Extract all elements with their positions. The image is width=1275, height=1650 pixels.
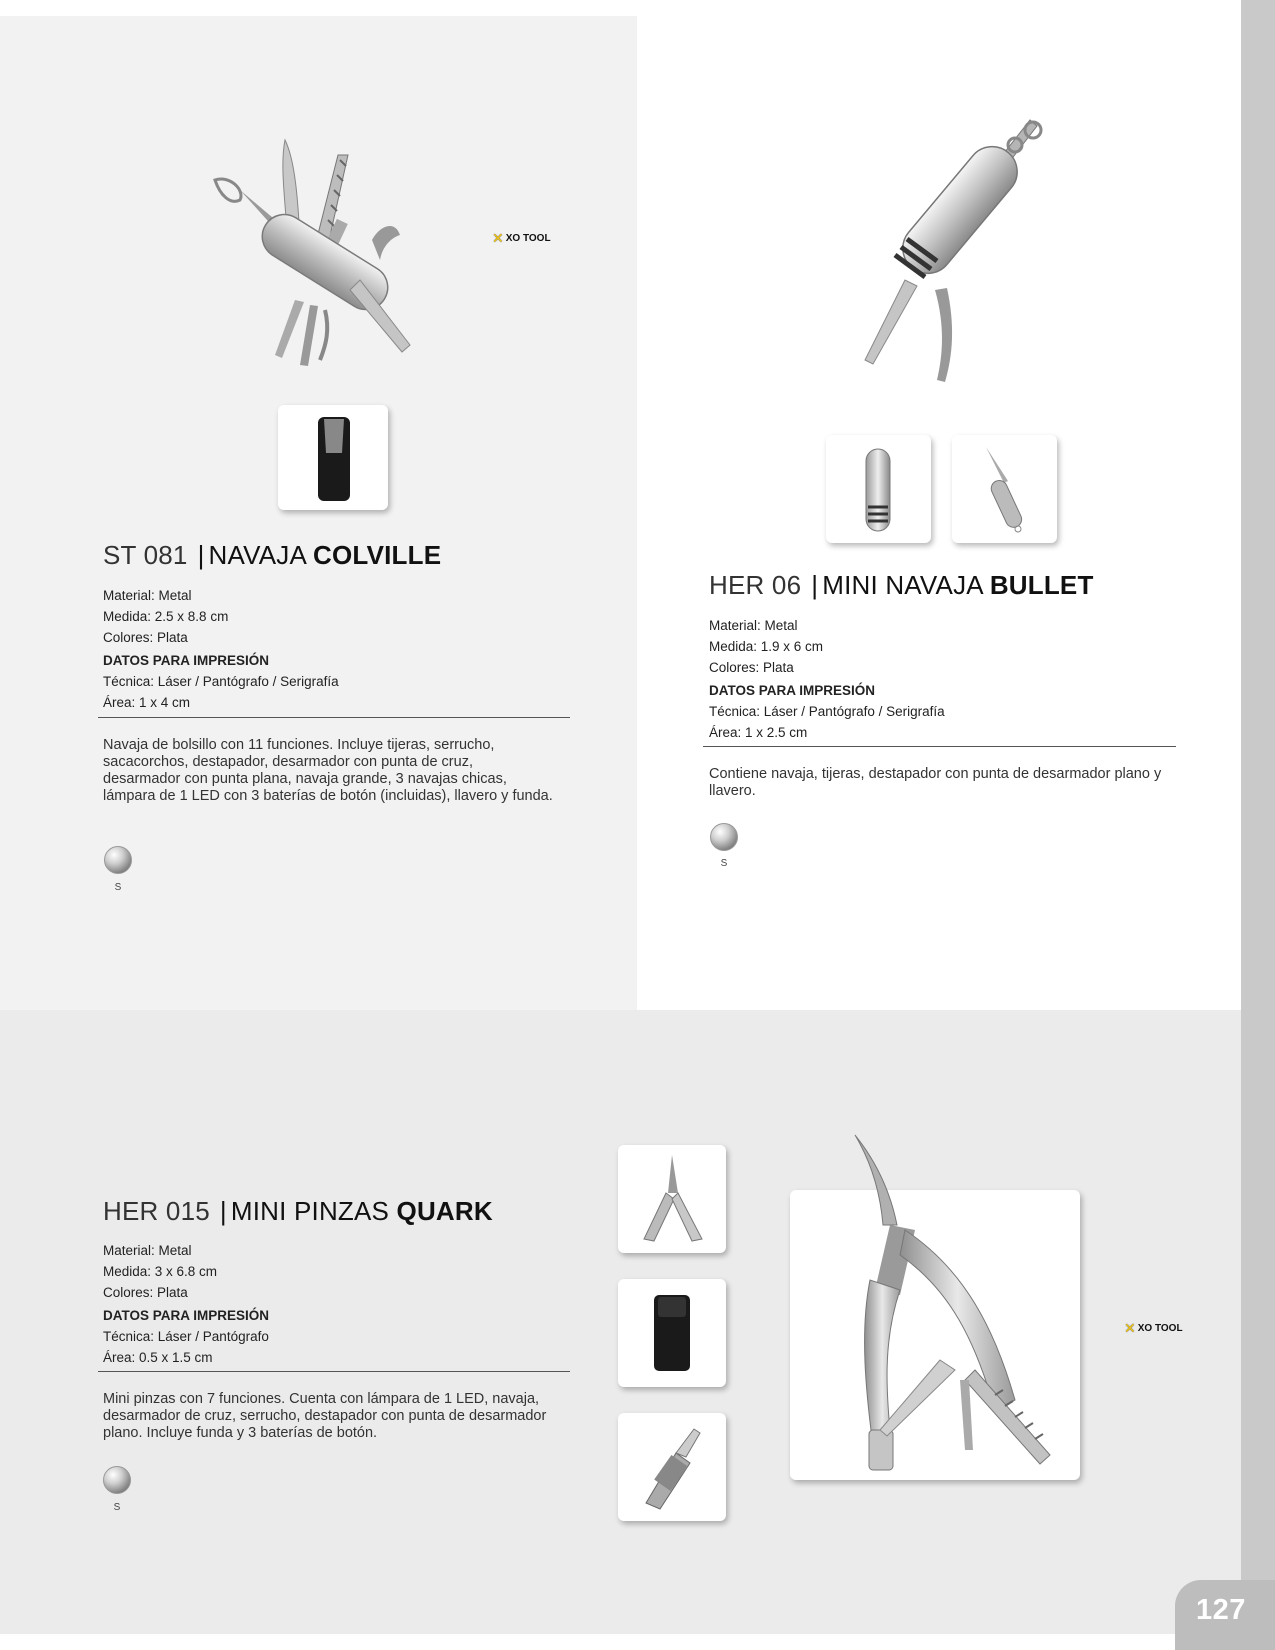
side-bar	[1241, 0, 1275, 1650]
bullet-specs	[709, 615, 945, 743]
color-swatch-silver[interactable]	[103, 1466, 131, 1494]
technique-text: Técnica: Láser / Pantógrafo / Serigrafía	[709, 704, 945, 719]
xo-logo-icon: ✕	[492, 230, 504, 246]
swatch-label: S	[114, 882, 122, 893]
quark-description: Mini pinzas con 7 funciones. Cuenta con lámpara de 1 LED, navaja, desarmador de cruz, serrucho, destapador con punta de desarmador plano. Incluye funda y 3 baterías de botón.	[103, 1391, 547, 1441]
area-text: Área: 1 x 2.5 cm	[709, 725, 808, 740]
colors-text: Colores: Plata	[709, 660, 794, 675]
pouch-icon	[316, 413, 352, 503]
quark-divider	[98, 1371, 570, 1372]
pliers-open-icon	[638, 1153, 708, 1245]
bullet-closed-thumbnail[interactable]	[826, 435, 931, 543]
closed-knife-icon	[862, 447, 894, 533]
quark-pouch-thumbnail[interactable]	[618, 1279, 726, 1387]
colville-divider	[98, 717, 570, 718]
colville-description: Navaja de bolsillo con 11 funciones. Incluye tijeras, serrucho, sacacorchos, destapador, desarmador con punta de cruz, desarmador con punta plana, navaja grande, 3 navajas chicas, lámpara de 1 LED con 3 baterías de botón (incluidas), llavero y funda.	[103, 737, 553, 804]
quark-title: HER 015 | MINI PINZAS QUARK	[103, 1196, 493, 1226]
color-swatch-silver[interactable]	[710, 823, 738, 851]
size-text: Medida: 2.5 x 8.8 cm	[103, 609, 229, 624]
material-text: Material: Metal	[103, 1243, 192, 1258]
colville-specs	[103, 585, 339, 713]
swatch-label: S	[113, 1502, 121, 1513]
colville-knife-image	[200, 130, 440, 380]
print-heading: DATOS PARA IMPRESIÓN	[103, 1308, 270, 1323]
area-text: Área: 0.5 x 1.5 cm	[103, 1350, 213, 1365]
bullet-title: HER 06 | MINI NAVAJA BULLET	[709, 570, 1094, 600]
size-text: Medida: 1.9 x 6 cm	[709, 639, 824, 654]
color-swatch-silver[interactable]	[104, 846, 132, 874]
quark-pliers-image	[845, 1130, 1065, 1480]
pouch-icon	[652, 1293, 692, 1373]
open-knife-icon	[982, 443, 1032, 535]
bottom-margin	[0, 1634, 1241, 1650]
quark-specs	[103, 1240, 269, 1368]
colors-text: Colores: Plata	[103, 1285, 188, 1300]
area-text: Área: 1 x 4 cm	[103, 695, 191, 710]
quark-open-thumbnail[interactable]	[618, 1145, 726, 1253]
bullet-divider	[703, 746, 1176, 747]
technique-text: Técnica: Láser / Pantógrafo	[103, 1329, 269, 1344]
colors-text: Colores: Plata	[103, 630, 188, 645]
xo-logo-icon: ✕	[1124, 1320, 1136, 1336]
xo-tool-logo: ✕ XO TOOL	[492, 230, 551, 246]
page-number: 127	[1196, 1594, 1246, 1626]
size-text: Medida: 3 x 6.8 cm	[103, 1264, 218, 1279]
bullet-open-thumbnail[interactable]	[952, 435, 1057, 543]
print-heading: DATOS PARA IMPRESIÓN	[103, 653, 270, 668]
xo-tool-logo: ✕ XO TOOL	[1124, 1320, 1183, 1336]
material-text: Material: Metal	[709, 618, 798, 633]
bullet-description: Contiene navaja, tijeras, destapador con punta de desarmador plano y llavero.	[709, 766, 1162, 799]
technique-text: Técnica: Láser / Pantógrafo / Serigrafía	[103, 674, 339, 689]
quark-folded-thumbnail[interactable]	[618, 1413, 726, 1521]
pliers-folded-icon	[636, 1423, 710, 1511]
bullet-knife-image	[855, 110, 1055, 400]
swatch-label: S	[720, 858, 728, 869]
print-heading: DATOS PARA IMPRESIÓN	[709, 683, 876, 698]
material-text: Material: Metal	[103, 588, 192, 603]
colville-pouch-thumbnail[interactable]	[278, 405, 388, 510]
colville-title: ST 081 | NAVAJA COLVILLE	[103, 540, 442, 570]
